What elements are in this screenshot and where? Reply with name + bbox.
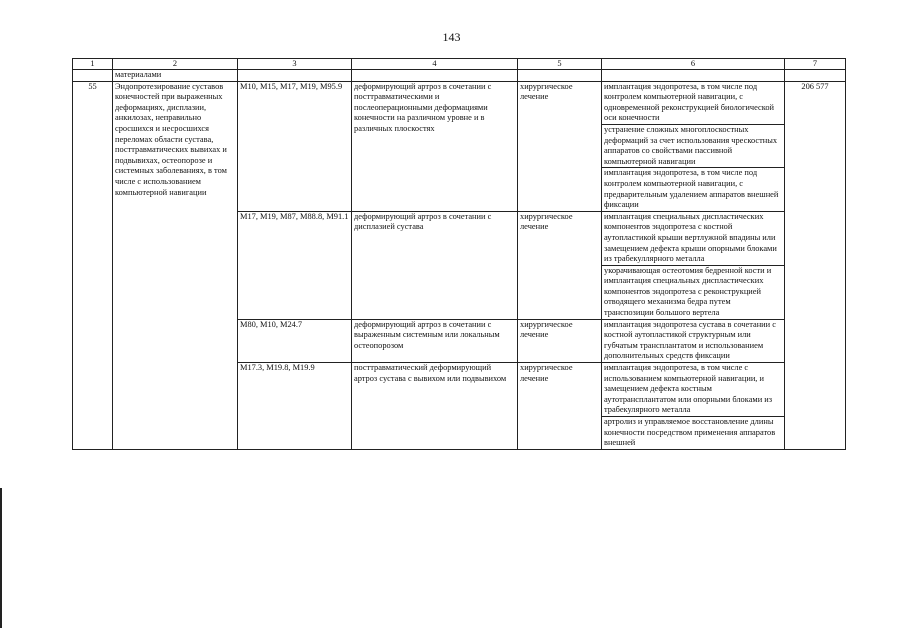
- continuation-text: материалами: [113, 70, 238, 82]
- method-item: имплантация специальных диспластических компонентов эндопротеза с костной аутопластикой крыши вертлужной впадины или замещением дефекта крыши опорными блоками из трабекуллярного металла: [604, 211, 777, 264]
- header-cell-7: 7: [785, 59, 846, 70]
- method-item: укорачивающая остеотомия бедренной кости и имплантация специальных диспластических компонентов эндопротеза с реконструкцией отводящего механизма бедра путем транспозиции большого вертела: [602, 265, 784, 319]
- treatment-type: хирургическое лечение: [518, 211, 602, 319]
- continuation-row: [73, 70, 846, 82]
- header-cell-6: 6: [602, 59, 785, 70]
- icd-codes: M17.3, M19.8, M19.9: [238, 363, 352, 450]
- treatment-type: хирургическое лечение: [518, 319, 602, 362]
- icd-codes: M10, M15, M17, M19, M95.9: [238, 81, 352, 211]
- method-item: артролиз и управляемое восстановление длины конечности посредством применения аппаратов внешней: [602, 416, 784, 449]
- header-cell-4: 4: [352, 59, 518, 70]
- patient-model: деформирующий артроз в сочетании с выраженным системным или локальным остеопорозом: [352, 319, 518, 362]
- cost-value: 206 577: [785, 81, 846, 449]
- treatment-type: хирургическое лечение: [518, 81, 602, 211]
- header-cell-5: 5: [518, 59, 602, 70]
- header-row: [73, 59, 846, 70]
- treatment-methods: [602, 211, 785, 319]
- patient-model: деформирующий артроз в сочетании с посттравматическими и послеоперационными деформациями конечности на различном уровне и в различных плоскостях: [352, 81, 518, 211]
- icd-codes: M80, M10, M24.7: [238, 319, 352, 362]
- scan-edge-line: [0, 488, 2, 628]
- patient-model: посттравматический деформирующий артроз сустава с вывихом или подвывихом: [352, 363, 518, 450]
- treatment-methods: [602, 319, 785, 362]
- entry-number: 55: [73, 81, 113, 449]
- table-row: [73, 81, 846, 211]
- patient-model: деформирующий артроз в сочетании с дисплазией сустава: [352, 211, 518, 319]
- header-cell-1: 1: [73, 59, 113, 70]
- method-item: имплантация эндопротеза сустава в сочетании с костной аутопластикой структурным или губчатым трансплантатом и использованием дополнительных средств фиксации: [604, 319, 776, 361]
- header-cell-3: 3: [238, 59, 352, 70]
- method-item: имплантация эндопротеза, в том числе под контролем компьютерной навигации, с одновременной реконструкцией биологической оси конечности: [604, 81, 775, 123]
- method-item: имплантация эндопротеза, в том числе под контролем компьютерной навигации, с предварительным удалением аппаратов внешней фиксации: [602, 167, 784, 210]
- treatment-methods: [602, 81, 785, 211]
- method-item: имплантация эндопротеза, в том числе с использованием компьютерной навигации, и замещением дефекта костным аутотрансплантатом или опорными блоками из трабекулярного металла: [604, 363, 773, 415]
- page-number: 143: [442, 30, 461, 44]
- entry-name: Эндопротезирование суставов конечностей при выраженных деформациях, дисплазии, анкилозах, неправильно сросшихся и несросшихся переломах области сустава, посттравматических вывихах и подвывихах, остеопорозе и системных заболеваниях, в том числе с использованием компьютерной навигации: [113, 81, 238, 449]
- header-cell-2: 2: [113, 59, 238, 70]
- icd-codes: M17, M19, M87, M88.8, M91.1: [238, 211, 352, 319]
- treatment-methods: [602, 363, 785, 450]
- method-item: устранение сложных многоплоскостных деформаций за счет использования чрескостных аппаратов со свойствами пассивной компьютерной навигации: [602, 124, 784, 167]
- procedures-table: [72, 58, 846, 450]
- treatment-type: хирургическое лечение: [518, 363, 602, 450]
